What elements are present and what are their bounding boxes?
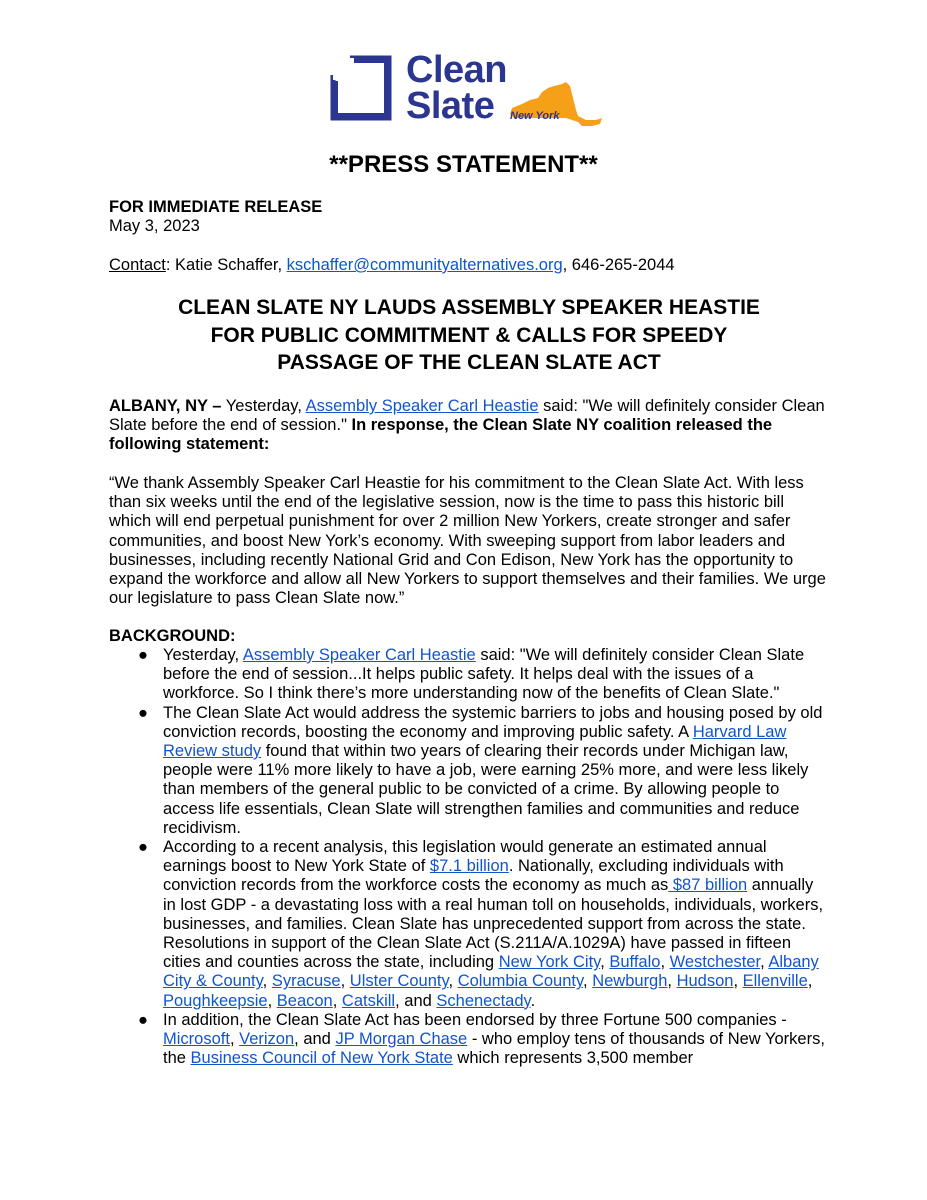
list-item <box>109 1011 829 1069</box>
release-date: May 3, 2023 <box>109 217 200 235</box>
intro-paragraph <box>109 397 829 455</box>
contact-phone: , 646-265-2044 <box>562 256 675 274</box>
city-link[interactable]: Poughkeepsie <box>163 991 268 1010</box>
city-link[interactable]: Ulster County <box>349 972 449 991</box>
separator: , <box>807 972 813 991</box>
list-item <box>109 838 829 1011</box>
release-label: FOR IMMEDIATE RELEASE <box>109 198 323 216</box>
period: . <box>530 991 536 1010</box>
b1-text-1: Yesterday, <box>163 646 243 664</box>
coalition-quote: “We thank Assembly Speaker Carl Heastie for his commitment to the Clean Slate Act. With less than six weeks until the end of the legislative session, now is the time to pass this historic bill which will end perpetual punishment for over 2 million New Yorkers, create stronger and safer communities, and boost New York’s economy. With sweeping support from labor leaders and businesses, including recently National Grid and Con Edison, New York has the opportunity to expand the workforce and allow all New Yorkers to support themselves and their families. We urge our legislature to pass Clean Slate now.” <box>109 474 826 608</box>
intro-text-2: said: "We will definitely consider Clean Slate before the end of session." <box>109 397 825 435</box>
city-link[interactable]: Schenectady <box>436 991 531 1010</box>
separator: , <box>583 972 593 991</box>
intro-text-1: Yesterday, <box>221 397 306 415</box>
list-item <box>109 646 829 704</box>
press-statement-title: **PRESS STATEMENT** <box>329 151 598 178</box>
contact-email-link[interactable]: kschaffer@communityalternatives.org <box>286 256 563 274</box>
bullet-icon: ● <box>138 646 148 664</box>
jp-morgan-chase-link[interactable]: JP Morgan Chase <box>335 1030 468 1049</box>
b2-text-1: The Clean Slate Act would address the systemic barriers to jobs and housing posed by old conviction records, boosting the economy and improving public safety. A <box>163 703 823 741</box>
clean-slate-logo <box>330 49 600 132</box>
b2-text-2: found that within two years of clearing their records under Michigan law, people were 11% more likely to have a job, were earning 25% more, and were less likely than members of the general public to be convicted of a crime. By allowing people to access life essentials, Clean Slate will strengthen families and communities and reduce recidivism. <box>163 742 809 837</box>
separator-and: , and <box>395 991 437 1010</box>
city-link[interactable]: Catskill <box>341 991 396 1010</box>
city-link[interactable]: Beacon <box>276 991 333 1010</box>
b1-text-2: said: "We will definitely consider Clean Slate before the end of session...It helps public safety. It helps deal with the issues of a workforce. So I think there’s more understanding now of the benefits of Clean Slate." <box>163 646 805 703</box>
microsoft-link[interactable]: Microsoft <box>163 1030 230 1049</box>
headline <box>109 294 829 377</box>
new-york-state-map-icon <box>508 80 604 132</box>
separator: , <box>660 953 670 972</box>
heastie-link-background[interactable]: Assembly Speaker Carl Heastie <box>242 646 476 664</box>
b3-text-1: According to a recent analysis, this legislation would generate an estimated annual earnings boost to New York State of <box>163 838 767 876</box>
headline-line-1: CLEAN SLATE NY LAUDS ASSEMBLY SPEAKER HEASTIE <box>178 296 760 319</box>
city-link[interactable]: Ellenville <box>742 972 808 991</box>
separator: , <box>667 972 677 991</box>
logo-line-1: Clean <box>406 49 507 91</box>
contact-label: Contact <box>109 256 166 274</box>
b4-text-4: - who employ tens of thousands of New Yorkers, the <box>163 1030 825 1068</box>
separator: , <box>733 972 743 991</box>
b4-text-2: , <box>229 1030 240 1049</box>
separator: , <box>600 953 610 972</box>
city-link[interactable]: Hudson <box>676 972 734 991</box>
87-billion-link[interactable]: $87 billion <box>668 876 748 895</box>
separator: , <box>448 972 458 991</box>
background-heading: BACKGROUND: <box>109 627 236 645</box>
headline-line-3: PASSAGE OF THE CLEAN SLATE ACT <box>277 351 661 374</box>
city-link[interactable]: Newburgh <box>592 972 668 991</box>
b4-text-5: which represents 3,500 member <box>452 1049 694 1068</box>
city-link[interactable]: New York City <box>498 953 601 972</box>
separator: , <box>267 991 277 1010</box>
b4-text-3: , and <box>294 1030 336 1049</box>
separator: , <box>760 953 769 972</box>
bullet-icon: ● <box>138 1010 148 1029</box>
city-link[interactable]: Westchester <box>669 953 761 972</box>
logo-line-2: Slate <box>406 85 495 127</box>
logo-state-label: New York <box>510 110 560 122</box>
heastie-link-intro[interactable]: Assembly Speaker Carl Heastie <box>305 397 539 415</box>
background-list <box>109 646 829 1068</box>
city-link[interactable]: Buffalo <box>609 953 661 972</box>
separator: , <box>262 972 272 991</box>
city-link[interactable]: Albany City & County <box>163 953 819 991</box>
logo-square-icon <box>330 55 392 121</box>
contact-name: : Katie Schaffer, <box>165 256 287 274</box>
headline-line-2: FOR PUBLIC COMMITMENT & CALLS FOR SPEEDY <box>210 323 728 347</box>
list-item <box>109 704 829 838</box>
intro-response: In response, the Clean Slate NY coalition released the following statement: <box>109 416 773 454</box>
business-council-link[interactable]: Business Council of New York State <box>190 1049 453 1068</box>
city-link[interactable]: Columbia County <box>457 972 584 991</box>
logo-wordmark <box>406 49 507 127</box>
bullet-icon: ● <box>138 838 148 857</box>
city-link[interactable]: Syracuse <box>271 972 341 991</box>
verizon-link[interactable]: Verizon <box>239 1030 295 1049</box>
separator: , <box>340 972 350 991</box>
b4-text-1: In addition, the Clean Slate Act has been endorsed by three Fortune 500 companies - <box>163 1010 787 1029</box>
7-1-billion-link[interactable]: $7.1 billion <box>429 857 509 876</box>
separator: , <box>332 991 342 1010</box>
bullet-icon: ● <box>138 703 148 722</box>
b3-text-2: . Nationally, excluding individuals with conviction records from the workforce costs the economy as much as <box>163 857 784 895</box>
b3-text-3: annually in lost GDP - a devastating loss with a real human toll on households, individuals, workers, businesses, and families. Clean Slate has unprecedented support from across the state. Resolutions in support of the Clean Slate Act (S.211A/A.1029A) have passed in fifteen cities and counties across the state, including <box>163 876 824 972</box>
contact-line <box>109 256 829 275</box>
harvard-law-review-link[interactable]: Harvard Law Review study <box>163 722 787 761</box>
dateline: ALBANY, NY – <box>109 397 222 415</box>
